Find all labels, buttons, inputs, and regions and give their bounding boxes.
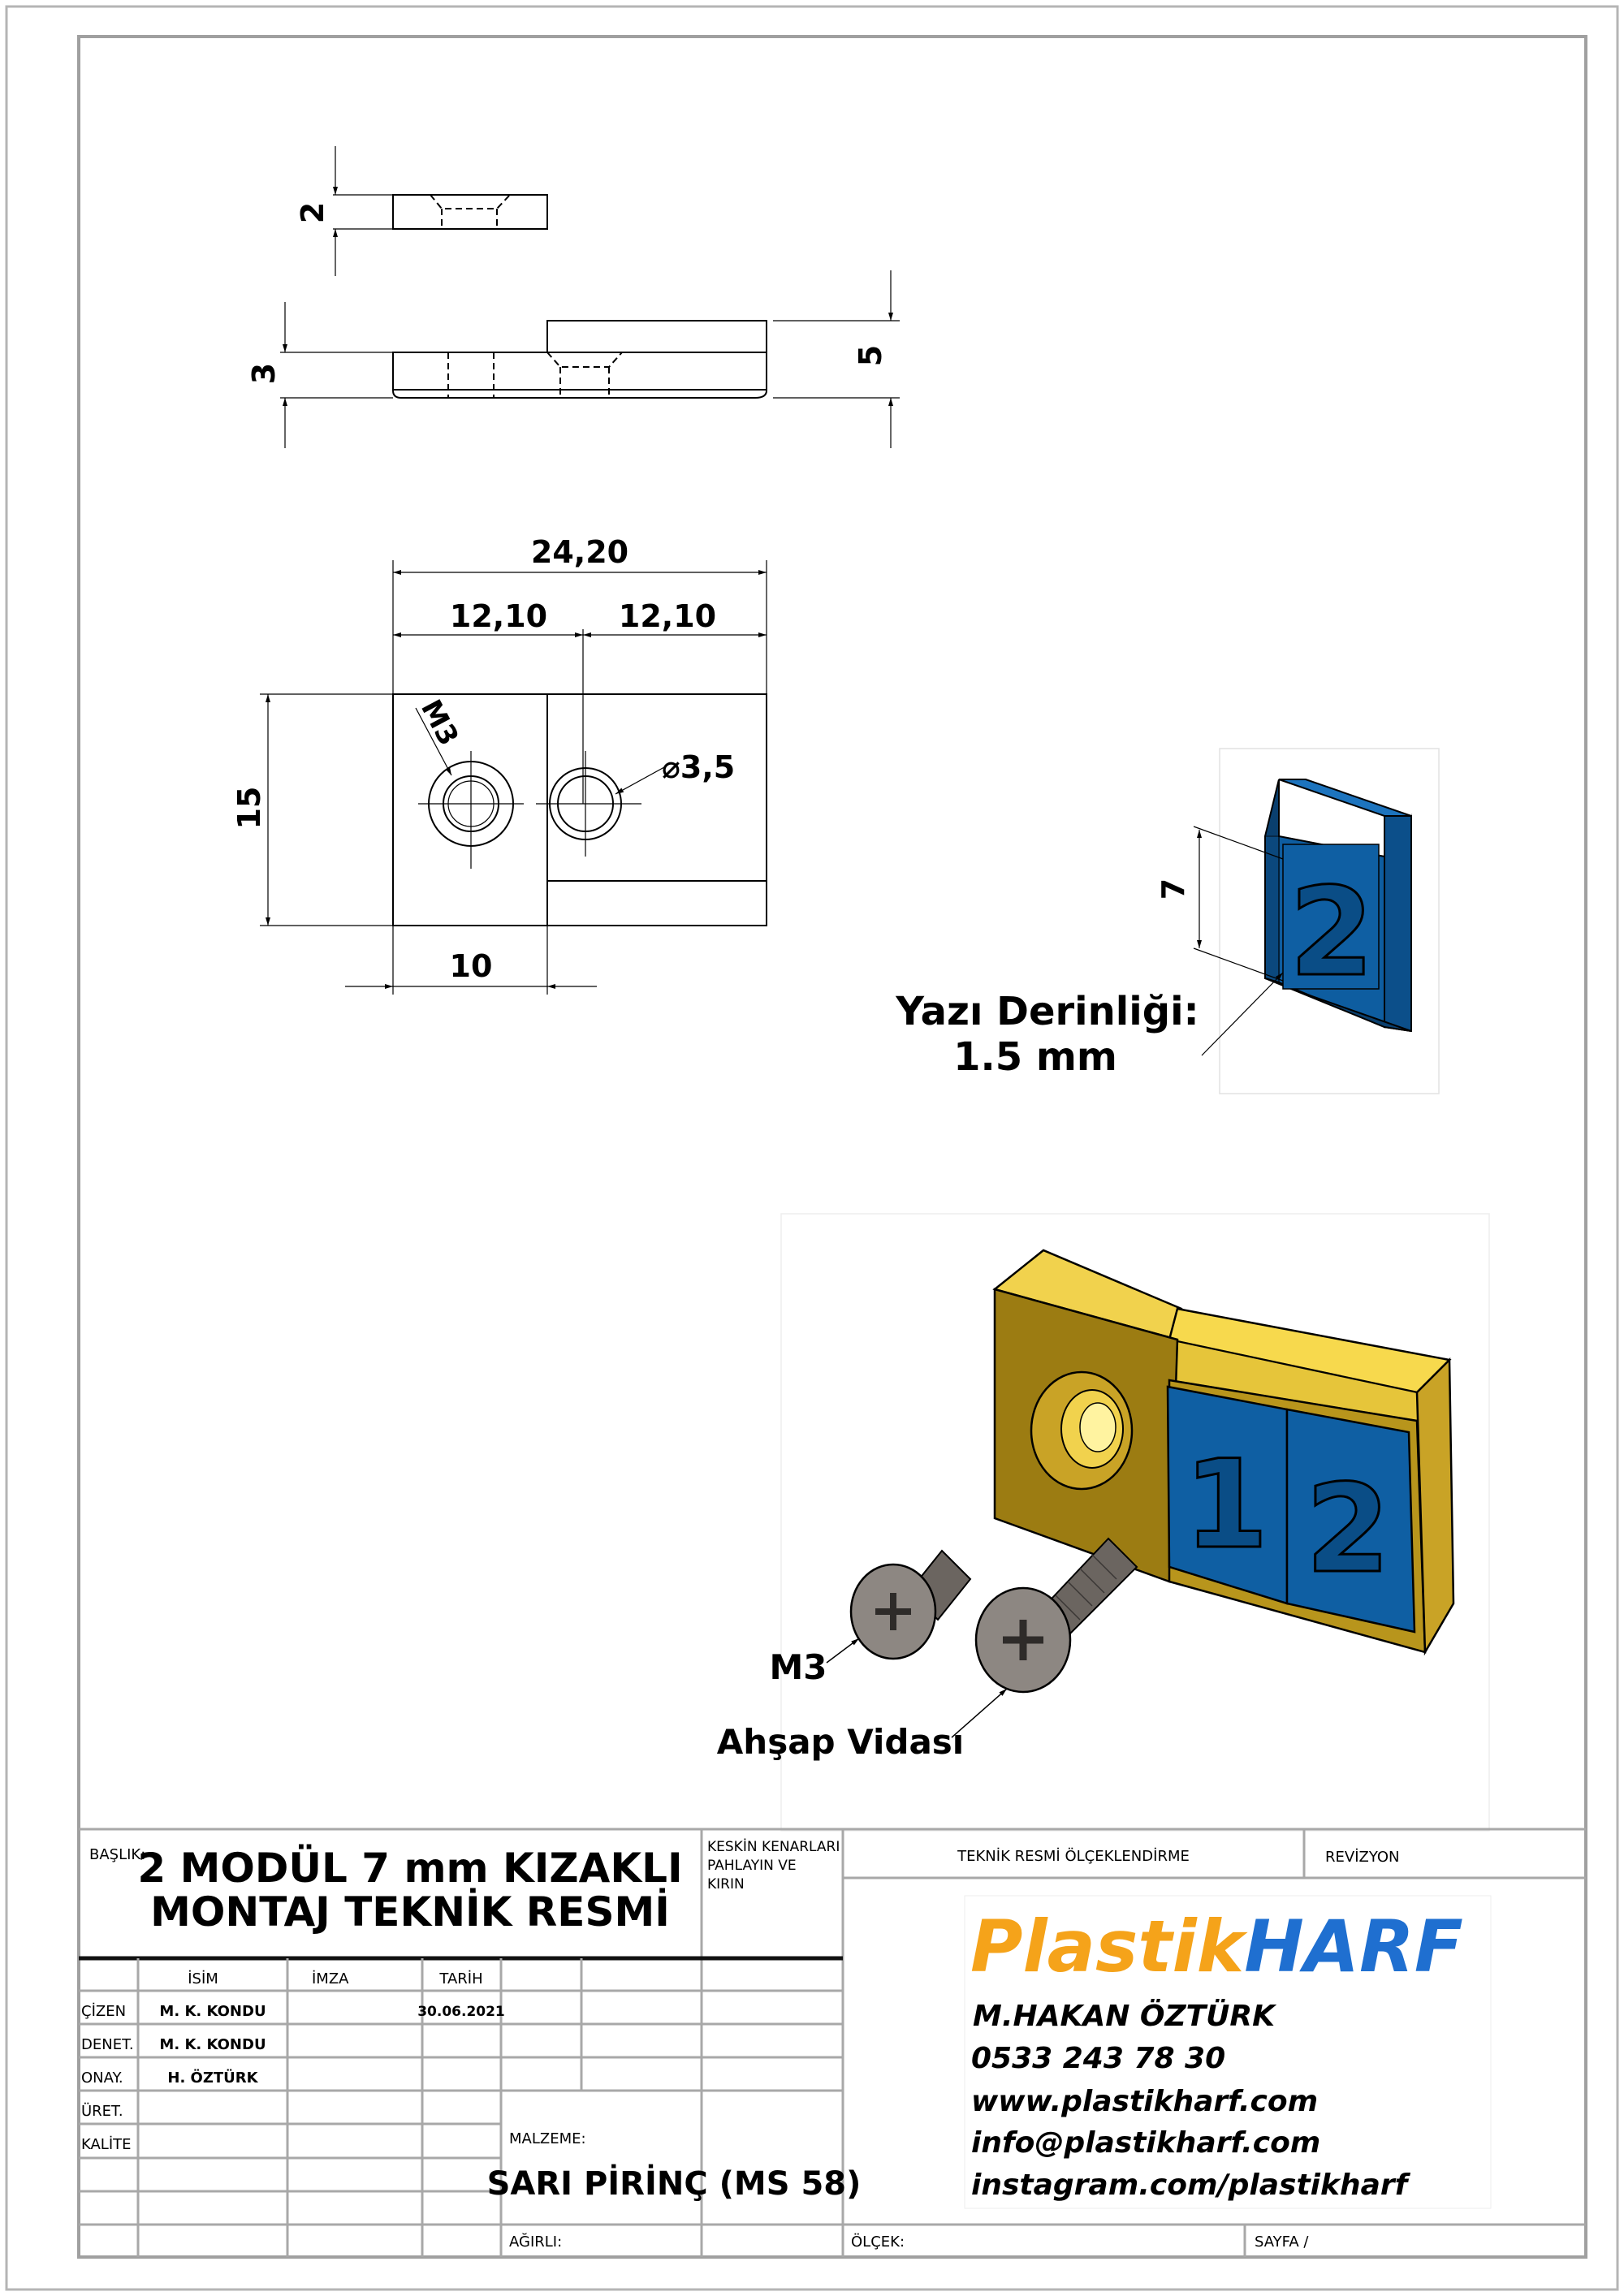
side-view [280,270,900,448]
top-view [333,146,547,276]
name-checked: M. K. KONDU [159,2036,266,2053]
company-logo [970,1905,1463,1988]
text-depth-value: 1.5 mm [953,1034,1117,1080]
dim-front-bottom: 10 [449,948,493,984]
screw-wood [976,1539,1137,1692]
dim-front-height: 15 [231,786,267,830]
company-phone: 0533 243 78 30 [971,2042,1226,2075]
col-header-name: İSİM [188,1970,218,1987]
edges-note-line2: PAHLAYIN VE [707,1858,797,1874]
material-label: MALZEME: [509,2130,586,2147]
iso-digit-2: 2 [1305,1459,1391,1600]
company-email: info@plastikharf.com [971,2126,1321,2160]
col-header-date: TARİH [439,1970,483,1987]
scale-label: ÖLÇEK: [851,2233,905,2251]
role-approved: ONAY. [81,2069,123,2087]
role-production: ÜRET. [81,2103,123,2120]
company-person: M.HAKAN ÖZTÜRK [973,2000,1276,2033]
text-depth-label: Yazı Derinliği: [896,989,1199,1034]
date-drawn: 30.06.2021 [417,2004,505,2020]
edges-note-line3: KIRIN [707,1876,745,1892]
company-website: www.plastikharf.com [971,2085,1319,2118]
drawing-title-line2: MONTAJ TEKNİK RESMİ [150,1888,670,1936]
company-instagram: instagram.com/plastikharf [971,2169,1408,2202]
screw-m3 [851,1551,970,1659]
dim-character-height: 7 [1155,878,1191,900]
logo-plastik: Plastik [970,1905,1245,1988]
sheet-label: SAYFA / [1255,2233,1309,2251]
name-drawn: M. K. KONDU [159,2003,266,2020]
dim-half-right: 12,10 [618,598,717,634]
logo-harf: HARF [1244,1905,1463,1988]
col-header-signature: İMZA [312,1970,349,1987]
screw-label-m3: M3 [769,1647,827,1687]
thread-label: M3 [414,694,465,751]
screw-label-wood: Ahşap Vidası [716,1722,965,1762]
dim-side-left: 3 [246,362,282,385]
dim-half-left: 12,10 [449,598,548,634]
module-character: 2 [1289,862,1375,1003]
edges-note-line1: KESKİN KENARLARI [707,1839,840,1855]
name-approved: H. ÖZTÜRK [167,2069,258,2087]
role-checked: DENET. [81,2036,134,2053]
dim-top-height: 2 [295,201,330,224]
role-drawn: ÇİZEN [81,2003,127,2020]
dim-total-width: 24,20 [530,534,629,570]
iso-digit-1: 1 [1183,1435,1269,1576]
drawing-title-line1: 2 MODÜL 7 mm KIZAKLI [137,1845,683,1892]
letter-module-view [1194,749,1439,1094]
hole-diameter-label: ⌀3,5 [662,749,736,785]
dim-side-right: 5 [853,344,888,367]
role-quality: KALİTE [81,2136,132,2153]
scaling-note: TEKNİK RESMİ ÖLÇEKLENDİRME [957,1848,1190,1865]
revision-label: REVİZYON [1325,1849,1400,1866]
weight-label: AĞIRLI: [509,2233,563,2251]
material-value: SARI PİRİNÇ (MS 58) [486,2165,862,2203]
title-label: BAŞLIK: [89,1846,146,1863]
